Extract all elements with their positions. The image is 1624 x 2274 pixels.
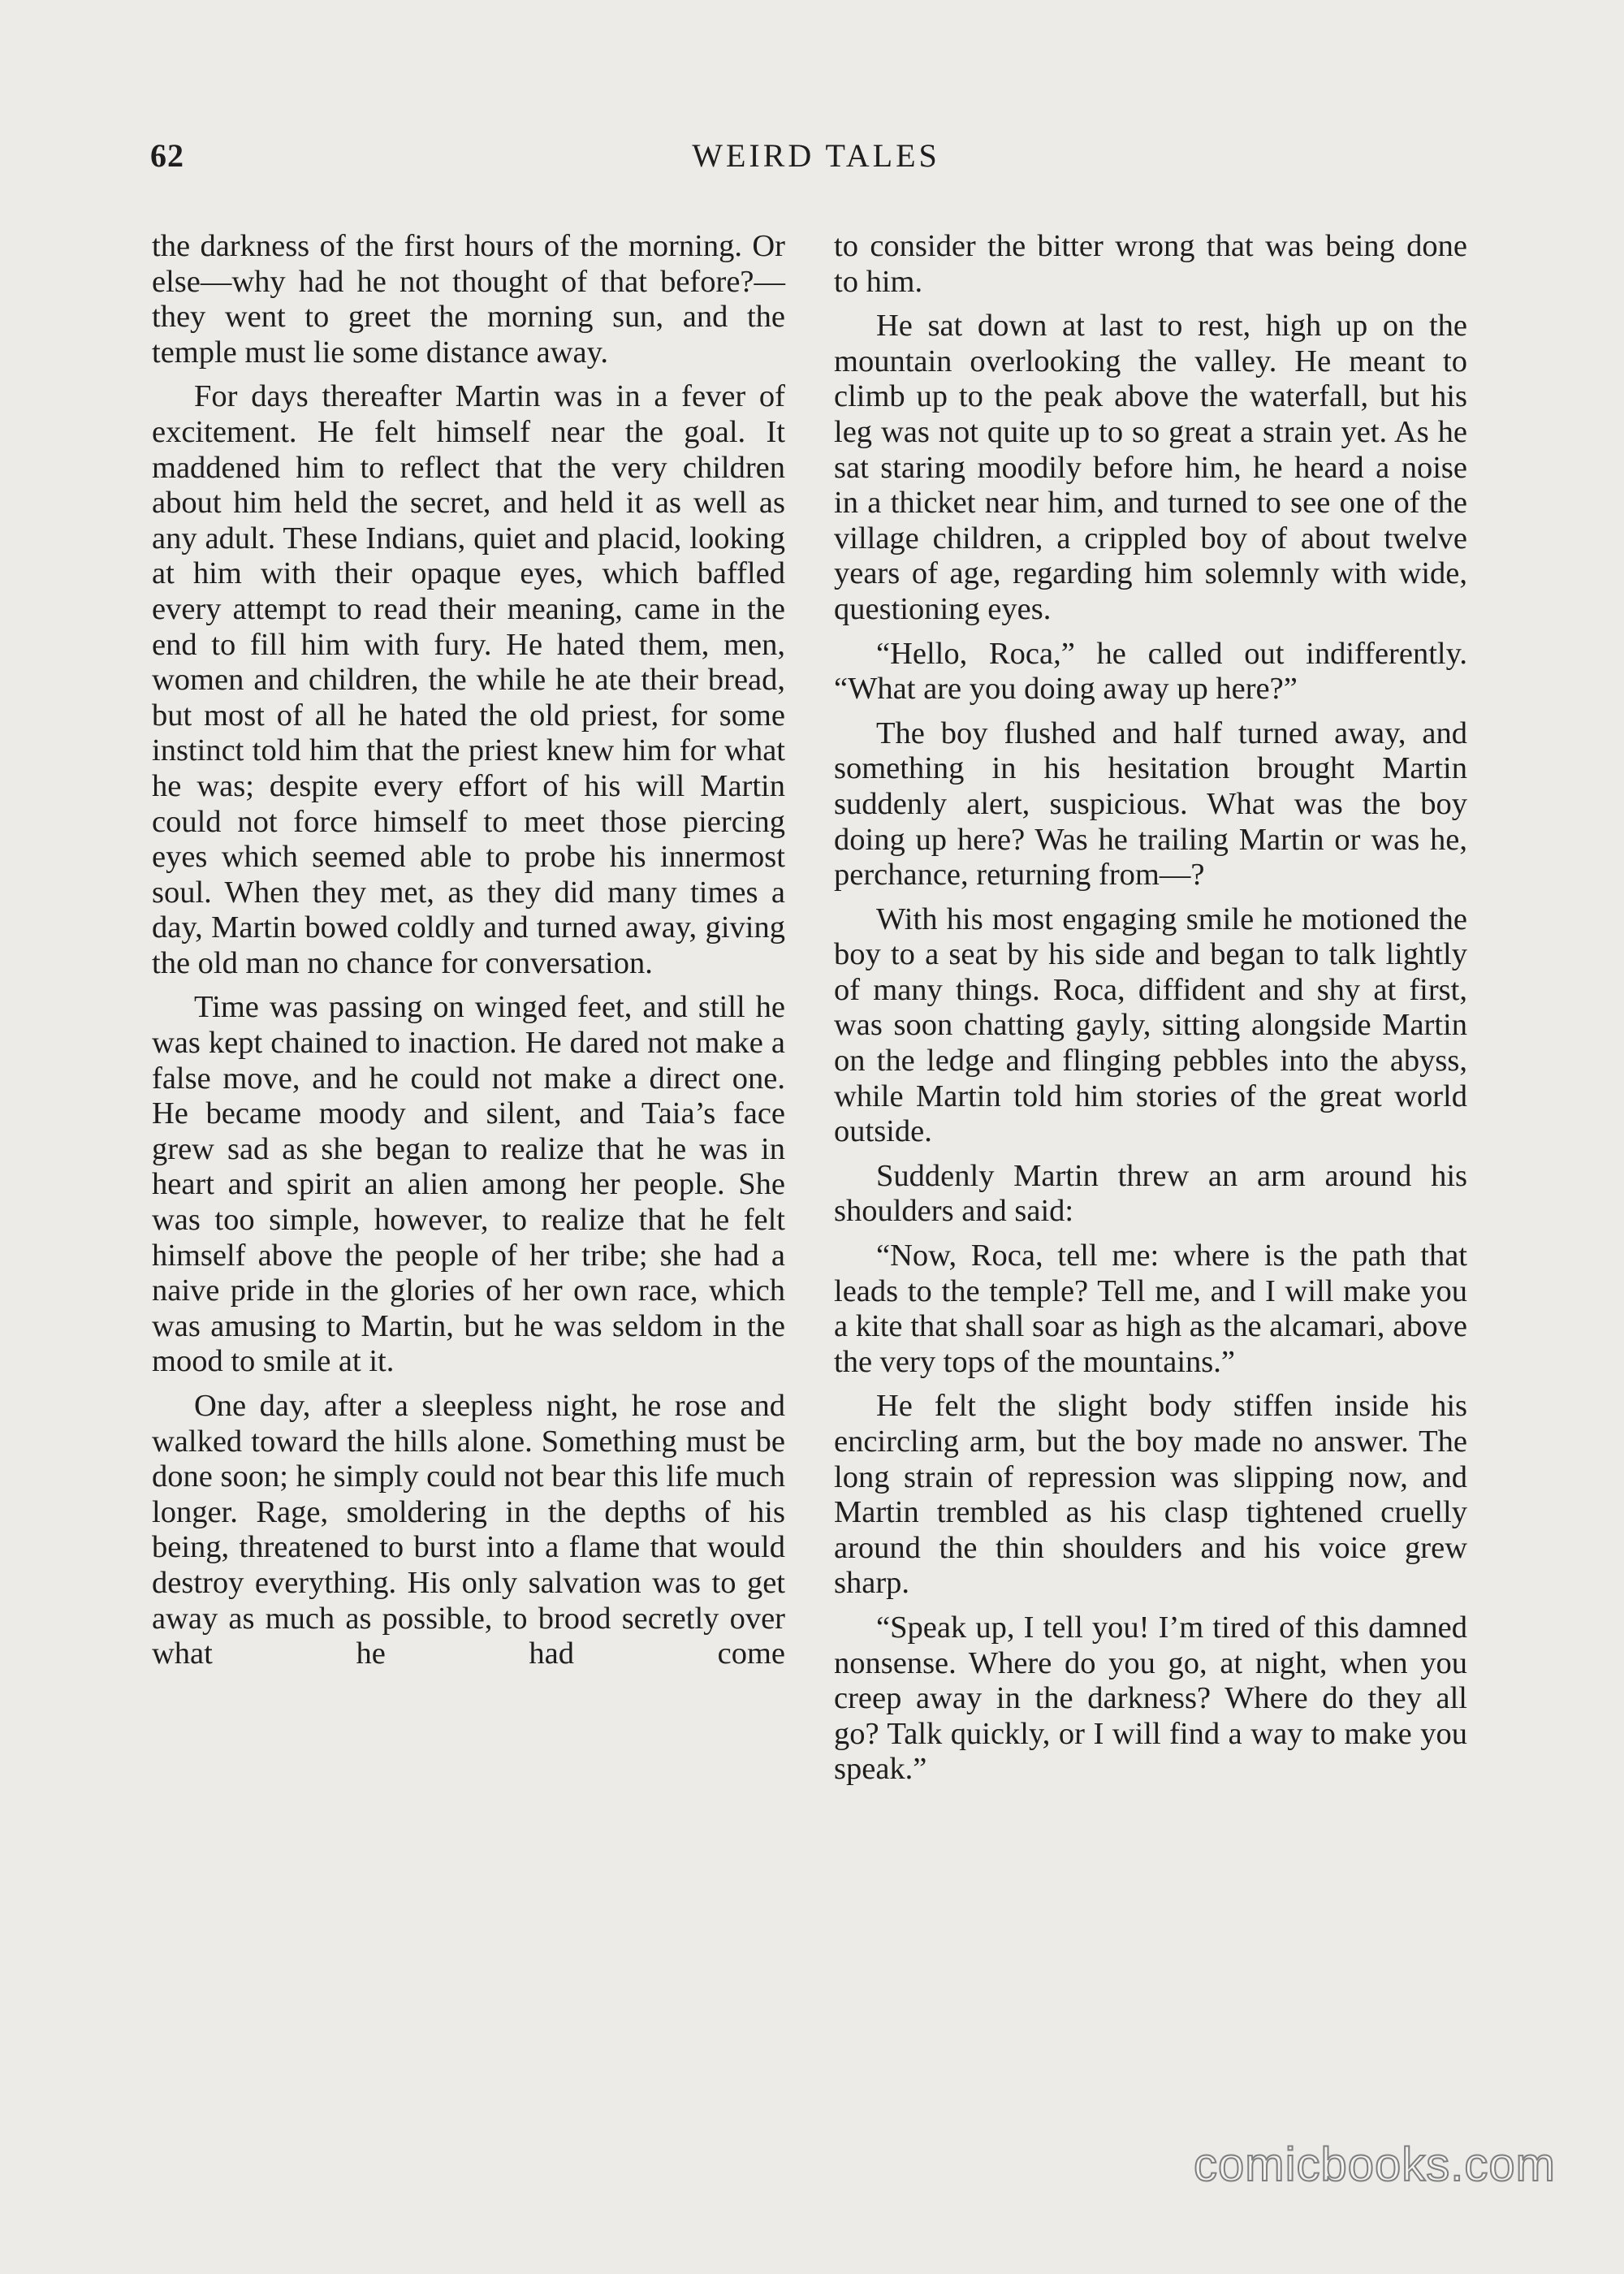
paragraph: One day, after a sleepless night, he rose and walked toward the hills alone. Something must be done soon; he simply could not bear this life much longer. Rage, smoldering in the depths of his being, threatened to burst into a flame that would destroy everything. His only salvation was to get away as much as possible, to brood secretly over what he had come <box>152 1389 785 1671</box>
paragraph: Suddenly Martin threw an arm around his shoulders and said: <box>834 1158 1467 1229</box>
paragraph: the darkness of the first hours of the morning. Or else—why had he not thought of that before?—they went to greet the morning sun, and the temple must lie some distance away. <box>152 229 785 370</box>
paragraph: The boy flushed and half turned away, and something in his hesitation brought Martin suddenly alert, suspicious. What was the boy doing up here? Was he trailing Martin or was he, perchance, returning from—? <box>834 715 1467 893</box>
paragraph: He sat down at last to rest, high up on the mountain overlooking the valley. He meant to climb up to the peak above the waterfall, but his leg was not quite up to so great a strain yet. As he sat staring moodily before him, he heard a noise in a thicket near him, and turned to see one of the village children, a crippled boy of about twelve years of age, regarding him solemnly with wide, questioning eyes. <box>834 309 1467 626</box>
paragraph: With his most engaging smile he motioned the boy to a seat by his side and began to talk lightly of many things. Roca, diffident and shy at first, was soon chatting gayly, sitting alongside Martin on the ledge and flinging pebbles into the abyss, while Martin told him stories of the great world outside. <box>834 901 1467 1149</box>
text-column-left <box>152 229 785 1672</box>
paragraph: For days thereafter Martin was in a fever of excitement. He felt himself near the goal. It maddened him to reflect that the very children about him held the secret, and held it as well as any adult. These Indians, quiet and placid, looking at him with their opaque eyes, which baffled every attempt to read their meaning, came in the end to fill him with fury. He hated them, men, women and children, the while he ate their bread, but most of all he hated the old priest, for some instinct told him that the priest knew him for what he was; despite every effort of his will Martin could not force himself to meet those piercing eyes which seemed able to probe his innermost soul. When they met, as they did many times a day, Martin bowed coldly and turned away, giving the old man no chance for conversation. <box>152 379 785 980</box>
page-number: 62 <box>150 137 184 174</box>
running-header <box>150 136 1482 185</box>
paragraph: “Hello, Roca,” he called out indifferently. “What are you doing away up here?” <box>834 636 1467 707</box>
paragraph: to consider the bitter wrong that was being done to him. <box>834 229 1467 299</box>
paragraph: He felt the slight body stiffen inside his encircling arm, but the boy made no answer. The long strain of repression was slipping now, and Martin trembled as his clasp tightened cruelly around the thin shoulders and his voice grew sharp. <box>834 1389 1467 1601</box>
paragraph: Time was passing on winged feet, and still he was kept chained to inaction. He dared not make a false move, and he could not make a direct one. He became moody and silent, and Taia’s face grew sad as she began to realize that he was in heart and spirit an alien among her people. She was too simple, however, to realize that he felt himself above the people of her tribe; she had a naive pride in the glories of her own race, which was amusing to Martin, but he was seldom in the mood to smile at it. <box>152 990 785 1379</box>
text-column-right <box>834 229 1467 1788</box>
magazine-title: WEIRD TALES <box>692 137 940 174</box>
paragraph: “Speak up, I tell you! I’m tired of this damned nonsense. Where do you go, at night, when you creep away in the darkness? Where do they all go? Talk quickly, or I will find a way to make you speak.” <box>834 1610 1467 1787</box>
site-watermark: comicbooks.com <box>1194 2138 1556 2191</box>
paragraph: “Now, Roca, tell me: where is the path that leads to the temple? Tell me, and I will make you a kite that shall soar as high as the alcamari, above the very tops of the mountains.” <box>834 1239 1467 1379</box>
